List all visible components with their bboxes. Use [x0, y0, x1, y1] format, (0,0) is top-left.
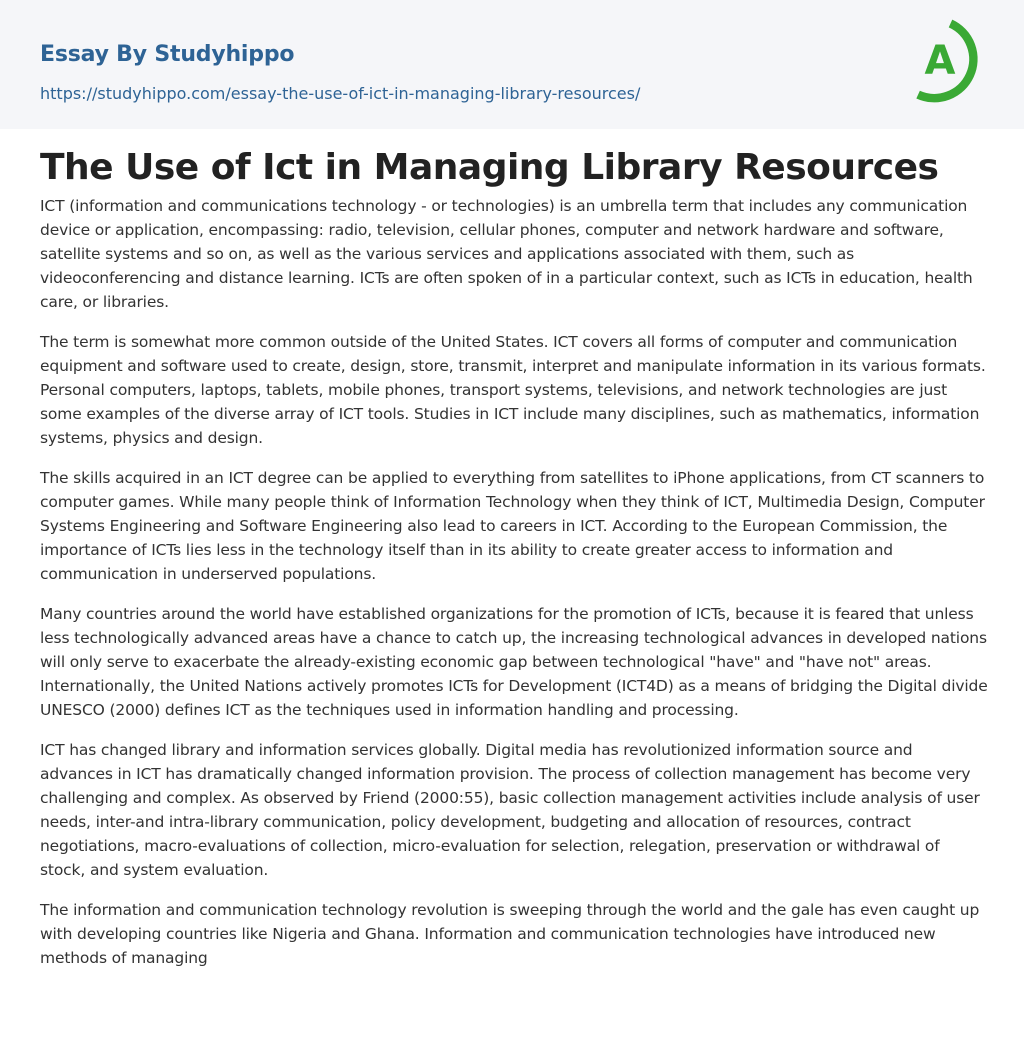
site-brand[interactable]: Essay By Studyhippo: [40, 42, 295, 67]
article-paragraph: The information and communication technology revolution is sweeping through the world and the gale has even caught up with developing countries like Nigeria and Ghana. Information and communication technologies have introduced new methods of managing: [40, 901, 980, 967]
article-body: [40, 194, 988, 986]
article-paragraph: ICT (information and communications technology - or technologies) is an umbrella term that includes any communication device or application, encompassing: radio, television, cellular phones, computer and network hardware and software, satellite systems and so on, as well as the various services and applications associated with them, such as videoconferencing and distance learning. ICTs are often spoken of in a particular context, such as ICTs in education, health care, or libraries.: [40, 197, 973, 311]
page-title: The Use of Ict in Managing Library Resources: [40, 147, 939, 188]
essay-url-link[interactable]: https://studyhippo.com/essay-the-use-of-ict-in-managing-library-resources/: [40, 84, 641, 103]
studyhippo-logo-icon[interactable]: [912, 18, 988, 106]
article-paragraph: Many countries around the world have established organizations for the promotion of ICTs, because it is feared that unless less technologically advanced areas have a chance to catch up, the increasing technological advances in developed nations will only serve to exacerbate the already-existing economic gap between technological "have" and "have not" areas. Internationally, the United Nations actively promotes ICTs for Development (ICT4D) as a means of bridging the Digital divide UNESCO (2000) defines ICT as the techniques used in information handling and processing.: [40, 605, 988, 719]
logo-letter: A: [924, 38, 956, 84]
article-paragraph: The term is somewhat more common outside of the United States. ICT covers all forms of computer and communication equipment and software used to create, design, store, transmit, interpret and manipulate information in its various formats. Personal computers, laptops, tablets, mobile phones, transport systems, televisions, and network technologies are just some examples of the diverse array of ICT tools. Studies in ICT include many disciplines, such as mathematics, information systems, physics and design.: [40, 333, 986, 447]
site-header: [0, 0, 1024, 129]
article-paragraph: ICT has changed library and information services globally. Digital media has revolutionized information source and advances in ICT has dramatically changed information provision. The process of collection management has become very challenging and complex. As observed by Friend (2000:55), basic collection management activities include analysis of user needs, inter-and intra-library communication, policy development, budgeting and allocation of resources, contract negotiations, macro-evaluations of collection, micro-evaluation for selection, relegation, preservation or withdrawal of stock, and system evaluation.: [40, 741, 980, 879]
article-paragraph: The skills acquired in an ICT degree can be applied to everything from satellites to iPhone applications, from CT scanners to computer games. While many people think of Information Technology when they think of ICT, Multimedia Design, Computer Systems Engineering and Software Engineering also lead to careers in ICT. According to the European Commission, the importance of ICTs lies less in the technology itself than in its ability to create greater access to information and communication in underserved populations.: [40, 469, 985, 583]
